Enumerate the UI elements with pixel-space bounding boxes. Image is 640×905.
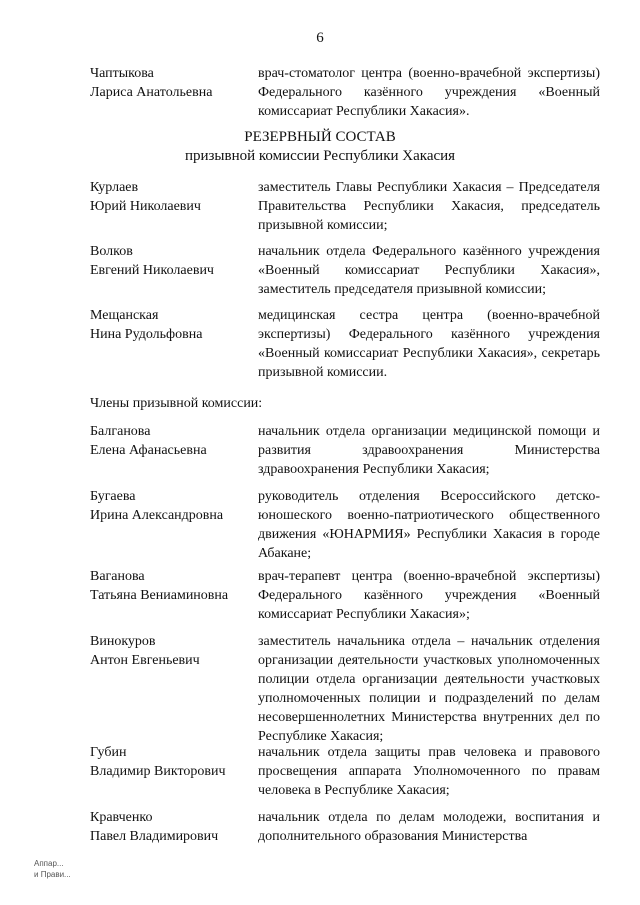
person-name: [90, 422, 250, 460]
given-names: Павел Владимирович: [90, 829, 219, 844]
person-role: начальник отдела защиты прав человека и правового просвещения аппарата Уполномоченного по правам человека в Республике Хакасия;: [258, 745, 600, 798]
surname: Балганова: [90, 424, 151, 439]
surname: Мещанская: [90, 308, 159, 323]
person-name: [90, 743, 250, 781]
person-role: врач-стоматолог центра (военно-врачебной экспертизы) Федерального казённого учреждения «Военный комиссариат Республики Хакасия».: [258, 66, 600, 119]
surname: Чаптыкова: [90, 66, 154, 81]
person-role: руководитель отделения Всероссийского детско-юношеского военно-патриотического общественного движения «ЮНАРМИЯ» Республики Хакасия в городе Абакане;: [258, 489, 600, 561]
person-role: начальник отдела организации медицинской помощи и развития здравоохранения Министерства здравоохранения Республики Хакасия;: [258, 424, 600, 477]
given-names: Татьяна Вениаминовна: [90, 588, 229, 603]
given-names: Елена Афанасьевна: [90, 443, 207, 458]
given-names: Нина Рудольфовна: [90, 327, 203, 342]
surname: Волков: [90, 244, 133, 259]
person-name: [90, 487, 250, 525]
surname: Винокуров: [90, 634, 156, 649]
person-name: [90, 178, 250, 216]
surname: Бугаева: [90, 489, 136, 504]
footer-stamp: [34, 858, 71, 880]
person-role: заместитель начальника отдела – начальник отделения организации деятельности участковых уполномоченных полиции отдела организации деятельности участковых уполномоченных полиции и подразделений по делам несовершеннолетних Министерства внутренних дел по Республике Хакасия;: [258, 634, 600, 744]
given-names: Ирина Александровна: [90, 508, 224, 523]
person-name: [90, 808, 250, 846]
surname: Курлаев: [90, 180, 139, 195]
given-names: Антон Евгеньевич: [90, 653, 200, 668]
reserve-heading-subtitle: призывной комиссии Республики Хакасия: [184, 148, 456, 164]
page-number: 6: [316, 30, 324, 46]
person-name: [90, 64, 250, 102]
person-name: [90, 567, 250, 605]
person-name: [90, 306, 250, 344]
person-name: [90, 242, 250, 280]
person-role: медицинская сестра центра (военно-врачебной экспертизы) Федерального казённого учреждения «Военный комиссариат Республики Хакасия», секретарь призывной комиссии.: [258, 308, 600, 380]
person-role: врач-терапевт центра (военно-врачебной экспертизы) Федерального казённого учреждения «Военный комиссариат Республики Хакасия»;: [258, 569, 600, 622]
reserve-heading-title: РЕЗЕРВНЫЙ СОСТАВ: [244, 129, 396, 145]
given-names: Владимир Викторович: [90, 764, 226, 779]
person-name: [90, 632, 250, 670]
surname: Губин: [90, 745, 127, 760]
given-names: Лариса Анатольевна: [90, 85, 213, 100]
person-role: начальник отдела по делам молодежи, воспитания и дополнительного образования Министерства: [258, 810, 600, 844]
given-names: Юрий Николаевич: [90, 199, 201, 214]
person-role: начальник отдела Федерального казённого учреждения «Военный комиссариат Республики Хакасия», заместитель председателя призывной комиссии;: [258, 244, 600, 297]
surname: Ваганова: [90, 569, 145, 584]
footer-line-1: Аппар...: [34, 859, 64, 868]
person-role: заместитель Главы Республики Хакасия – Председателя Правительства Республики Хакасия, председатель призывной комиссии;: [258, 180, 600, 233]
given-names: Евгений Николаевич: [90, 263, 214, 278]
surname: Кравченко: [90, 810, 153, 825]
members-label: Члены призывной комиссии:: [90, 396, 263, 411]
footer-line-2: и Прави...: [34, 870, 71, 879]
